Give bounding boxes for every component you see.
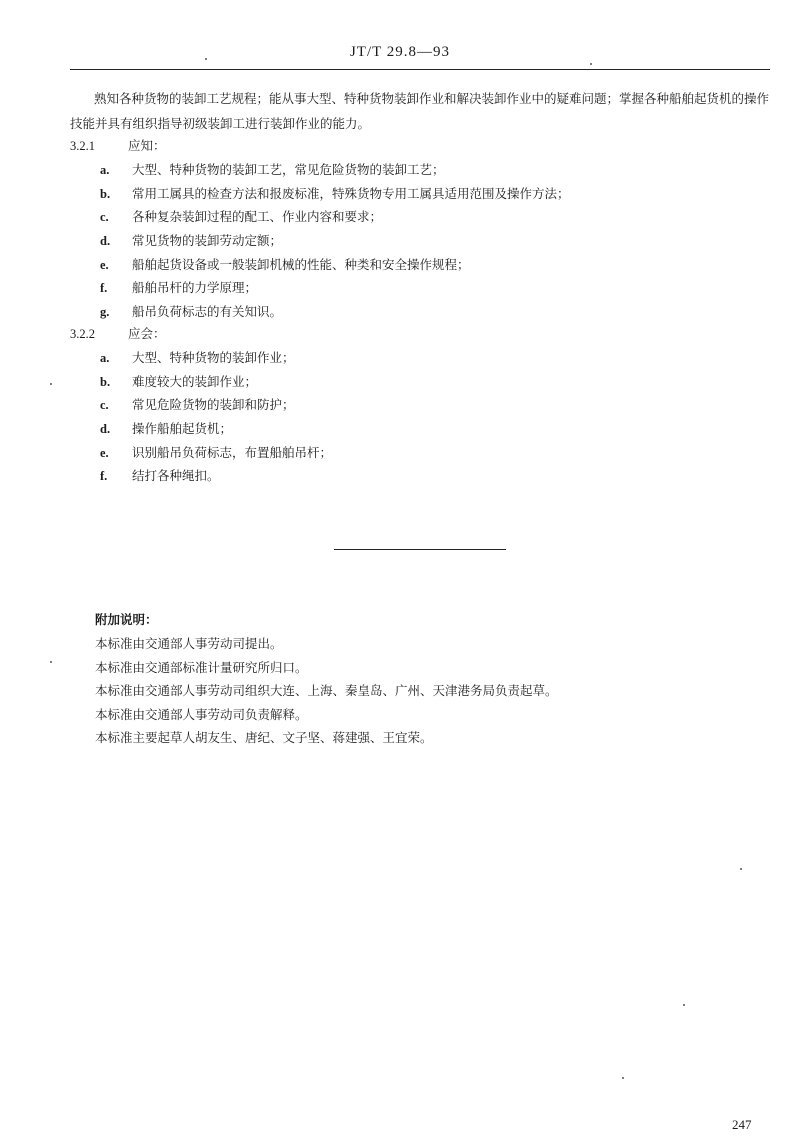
header-rule bbox=[70, 69, 770, 70]
intro-paragraph bbox=[70, 86, 775, 136]
list-item bbox=[100, 205, 760, 229]
list-item bbox=[100, 253, 760, 277]
page-number: 247 bbox=[732, 1117, 752, 1132]
item-marker: f. bbox=[100, 469, 108, 484]
item-marker: a. bbox=[100, 163, 110, 177]
list-item bbox=[100, 393, 760, 417]
scan-speck bbox=[50, 383, 52, 385]
item-marker: b. bbox=[100, 186, 111, 201]
list-item bbox=[100, 441, 760, 465]
notes-line: 本标准主要起草人胡友生、唐纪、文子坚、蒋建强、王宜荣。 bbox=[95, 730, 433, 745]
item-text: 船吊负荷标志的有关知识。 bbox=[132, 304, 283, 320]
scan-speck bbox=[622, 1077, 624, 1079]
list-item bbox=[100, 464, 760, 488]
section-divider bbox=[334, 549, 506, 550]
item-text: 识别船吊负荷标志，布置船舶吊杆； bbox=[132, 444, 333, 460]
item-text: 结打各种绳扣。 bbox=[132, 468, 220, 484]
list-item bbox=[100, 276, 760, 300]
list-item bbox=[100, 182, 760, 206]
notes-line: 本标准由交通部人事劳动司提出。 bbox=[95, 636, 283, 651]
section-title: 应会： bbox=[128, 326, 166, 341]
item-marker: f. bbox=[100, 281, 108, 296]
item-marker: c. bbox=[100, 398, 109, 413]
scan-speck bbox=[590, 63, 592, 65]
item-text: 常见货物的装卸劳动定额； bbox=[132, 233, 283, 249]
additional-notes bbox=[95, 608, 755, 750]
item-text: 大型、特种货物的装卸工艺，常见危险货物的装卸工艺； bbox=[132, 162, 445, 177]
item-text: 操作船舶起货机； bbox=[132, 421, 233, 437]
item-marker: b. bbox=[100, 374, 111, 389]
item-marker: a. bbox=[100, 351, 110, 365]
section-title: 应知： bbox=[128, 138, 166, 153]
scan-speck bbox=[205, 58, 207, 60]
item-marker: e. bbox=[100, 445, 109, 460]
section-3-2-1-list bbox=[100, 158, 760, 324]
list-item bbox=[100, 158, 760, 182]
list-item bbox=[100, 370, 760, 394]
item-marker: g. bbox=[100, 305, 110, 320]
notes-line: 本标准由交通部人事劳动司负责解释。 bbox=[95, 706, 308, 722]
item-marker: e. bbox=[100, 257, 109, 272]
notes-line: 本标准由交通部标准计量研究所归口。 bbox=[95, 659, 308, 675]
list-item bbox=[100, 346, 760, 370]
section-number: 3.2.1 bbox=[70, 139, 95, 153]
item-text: 大型、特种货物的装卸作业； bbox=[132, 350, 295, 365]
item-marker: c. bbox=[100, 210, 109, 225]
notes-title: 附加说明： bbox=[95, 612, 158, 627]
section-3-2-2-list bbox=[100, 346, 760, 488]
item-text: 常见危险货物的装卸和防护； bbox=[132, 397, 295, 413]
section-number: 3.2.2 bbox=[70, 327, 95, 341]
item-text: 船舶吊杆的力学原理； bbox=[132, 280, 258, 296]
section-heading-3-2-1 bbox=[70, 135, 166, 157]
intro-text: 熟知各种货物的装卸工艺规程；能从事大型、特种货物装卸作业和解决装卸作业中的疑难问题；掌握各种船舶起货机的操作技能并具有组织指导初级装卸工进行装卸作业的能力。 bbox=[70, 91, 770, 131]
item-marker: d. bbox=[100, 422, 111, 437]
item-text: 各种复杂装卸过程的配工、作业内容和要求； bbox=[132, 209, 383, 225]
item-text: 常用工属具的检查方法和报废标准，特殊货物专用工属具适用范围及操作方法； bbox=[132, 185, 570, 201]
list-item bbox=[100, 300, 760, 324]
notes-line: 本标准由交通部人事劳动司组织大连、上海、秦皇岛、广州、天津港务局负责起草。 bbox=[95, 683, 558, 698]
item-marker: d. bbox=[100, 234, 111, 249]
section-heading-3-2-2 bbox=[70, 323, 166, 345]
scan-speck bbox=[50, 661, 52, 663]
item-text: 难度较大的装卸作业； bbox=[132, 373, 258, 389]
scan-speck bbox=[683, 1004, 685, 1006]
standard-code: JT/T 29.8—93 bbox=[349, 44, 451, 60]
list-item bbox=[100, 229, 760, 253]
item-text: 船舶起货设备或一般装卸机械的性能、种类和安全操作规程； bbox=[132, 256, 470, 272]
scan-speck bbox=[740, 868, 742, 870]
list-item bbox=[100, 417, 760, 441]
